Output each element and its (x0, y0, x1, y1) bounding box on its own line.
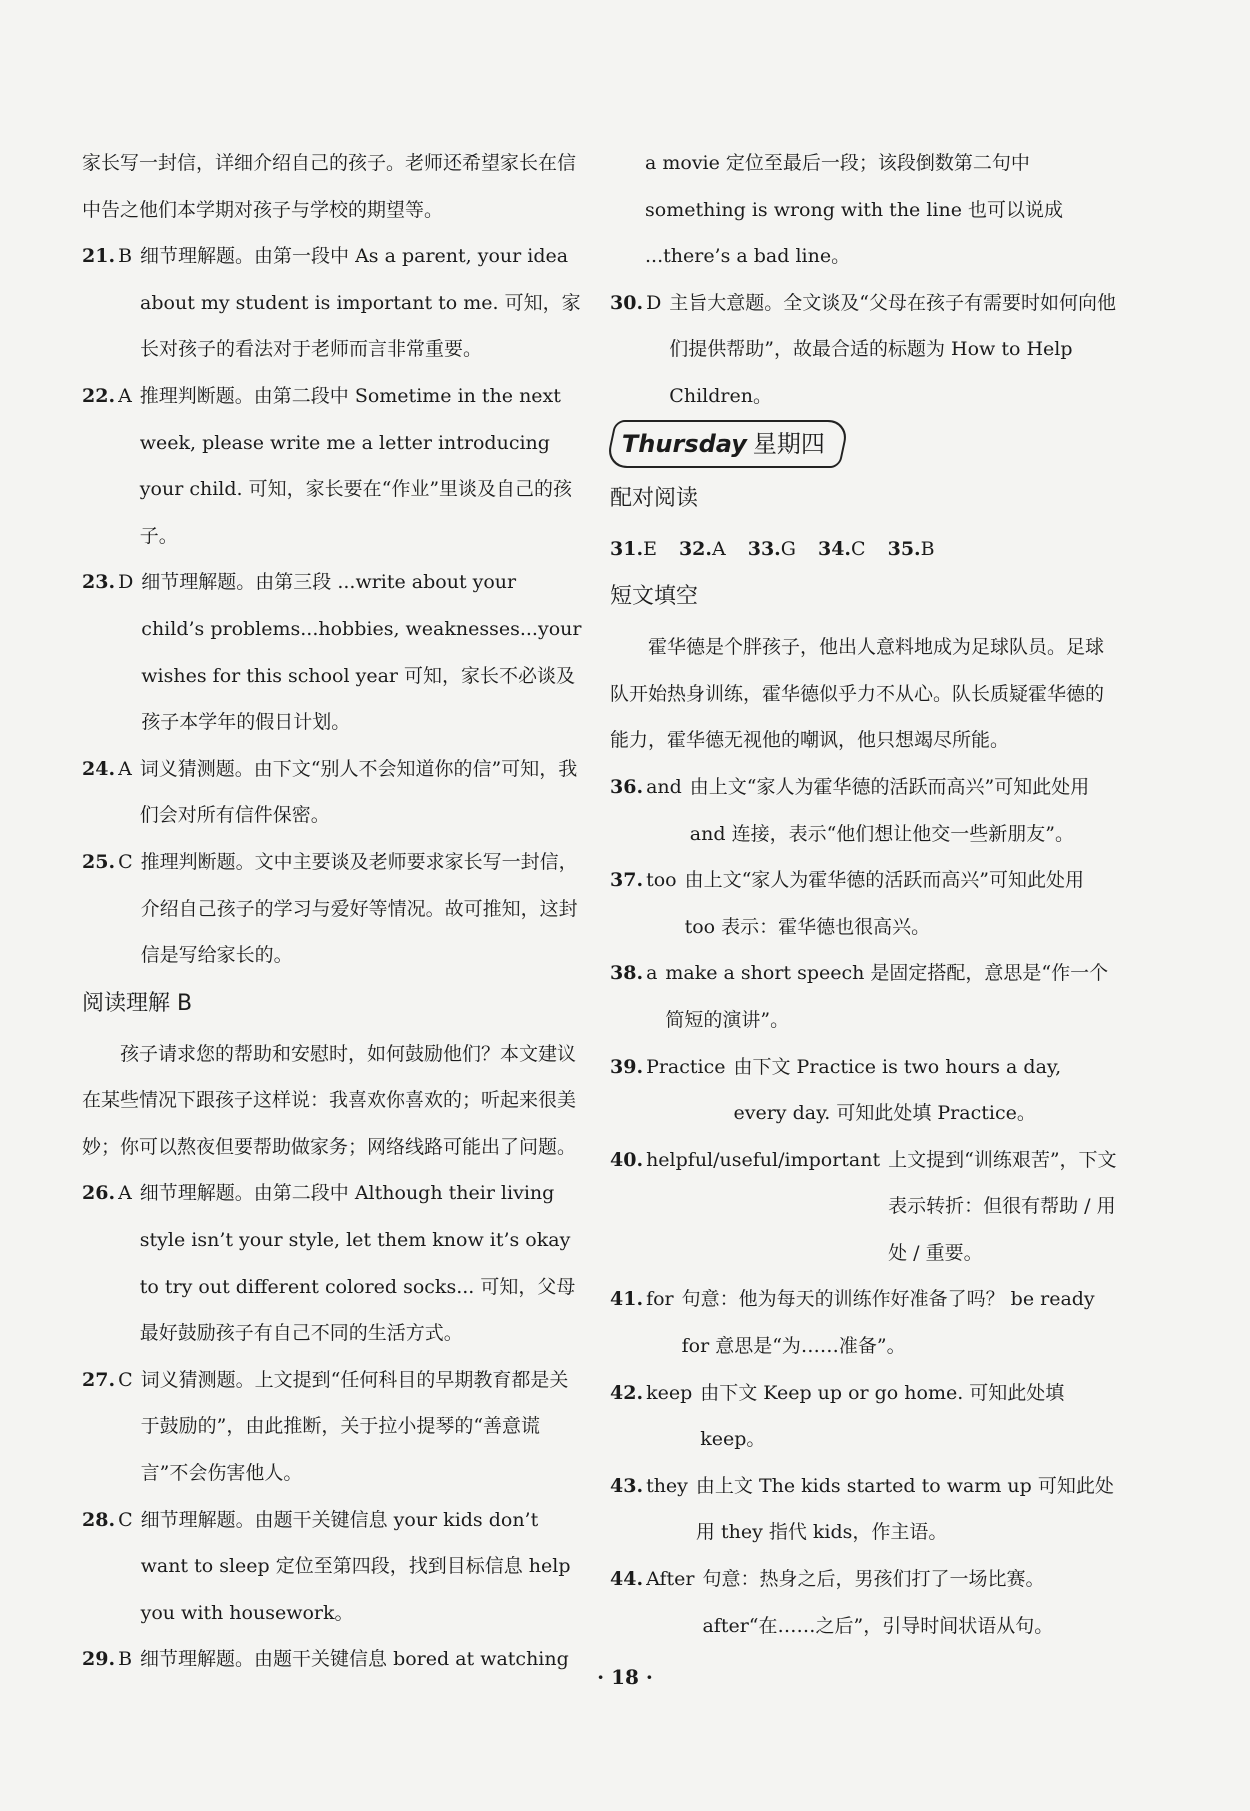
matching-answer-33 (748, 526, 796, 573)
item-number: 41. (610, 1288, 644, 1311)
answer-item-28 (82, 1497, 582, 1637)
item-explanation: 由上文“家人为霍华德的活跃而高兴”可知此处用 and 连接，表示“他们想让他交一些新朋友”。 (689, 775, 1090, 845)
item-29-continuation: a movie 定位至最后一段；该段倒数第二句中 something is wrong with the line 也可以说成 ...there’s a bad line。 (645, 152, 1064, 268)
answer-item-37 (610, 857, 1120, 950)
item-explanation: 推理判断题。文中主要谈及老师要求家长写一封信，介绍自己孩子的学习与爱好等情况。故可推知，这封信是写给家长的。 (140, 850, 578, 967)
item-explanation: 词义猜测题。由下文“别人不会知道你的信”可知，我们会对所有信件保密。 (139, 757, 578, 827)
matching-answer-34 (818, 526, 866, 573)
matching-answer-35 (888, 526, 935, 573)
answer-item-24 (82, 746, 582, 839)
item-number: 32. (678, 537, 712, 560)
item-number: 23. (82, 571, 116, 594)
item-explanation: 句意：他为每天的训练作好准备了吗？ be ready for 意思是“为……准备”。 (681, 1288, 1095, 1358)
item-number: 31. (610, 537, 644, 560)
item-number: 42. (610, 1381, 644, 1404)
item-explanation: 细节理解题。由第三段 ...write about your child’s problems...hobbies, weaknesses...your wishes for this school year 可知，家长不必谈及孩子本学年的假日计划。 (141, 571, 582, 734)
item-explanation: 推理判断题。由第二段中 Sometime in the next week, please write me a letter introducing your child. 可知，家长要在“作业”里谈及自己的孩子。 (139, 384, 573, 547)
item-answer: Practice (646, 1055, 726, 1078)
answer-item-21 (82, 233, 582, 373)
answer-item-30 (610, 280, 1120, 420)
item-explanation: 由上文“家人为霍华德的活跃而高兴”可知此处用 too 表示：霍华德也很高兴。 (684, 869, 1085, 938)
answer-item-38 (610, 950, 1120, 1043)
item-answer: A (712, 537, 726, 560)
answer-item-22 (82, 373, 582, 559)
item-explanation: 细节理解题。由第一段中 As a parent, your idea about my student is important to me. 可知，家长对孩子的看法对于老师而言非常重要。 (140, 245, 581, 361)
item-number: 34. (817, 537, 852, 560)
answer-item-26 (82, 1170, 582, 1356)
item-number: 28. (82, 1508, 116, 1531)
page-number: · 18 · (597, 1665, 653, 1689)
answer-item-41 (610, 1276, 1120, 1369)
item-explanation: 细节理解题。由第二段中 Although their living style isn’t your style, let them know it’s okay to try out different colored socks... 可知，父母最好鼓励孩子有自己不同的生活方式。 (139, 1182, 576, 1345)
cloze-summary: 霍华德是个胖孩子，他出人意料地成为足球队员。足球队开始热身训练，霍华德似乎力不从心。队长质疑霍华德的能力，霍华德无视他的嘲讽，他只想竭尽所能。 (610, 636, 1105, 752)
answer-item-42 (610, 1370, 1120, 1463)
item-answer: D (118, 571, 134, 594)
item-explanation: 由下文 Practice is two hours a day, every day. 可知此处填 Practice。 (733, 1055, 1062, 1125)
item-answer: B (118, 245, 133, 268)
answer-item-25 (82, 839, 582, 979)
item-answer: C (118, 1508, 133, 1531)
item-number: 43. (610, 1474, 644, 1497)
item-answer: keep (646, 1381, 693, 1404)
item-explanation: 细节理解题。由题干关键信息 your kids don’t want to sleep 定位至第四段，找到目标信息 help you with housework。 (140, 1508, 571, 1624)
item-answer: A (118, 757, 132, 780)
item-answer: A (118, 384, 132, 407)
item-number: 37. (610, 869, 644, 892)
item-answer: After (646, 1568, 695, 1591)
item-answer: A (118, 1182, 132, 1205)
item-number: 30. (610, 291, 644, 314)
item-explanation: make a short speech 是固定搭配，意思是“作一个简短的演讲”。 (665, 962, 1109, 1031)
item-number: 24. (82, 757, 116, 780)
right-column (610, 140, 1120, 1649)
item-number: 36. (610, 775, 644, 798)
item-number: 25. (82, 850, 116, 873)
item-number: 21. (82, 245, 116, 268)
item-number: 29. (82, 1648, 116, 1671)
item-answer: they (646, 1474, 688, 1497)
section-b-summary: 孩子请求您的帮助和安慰时，如何鼓励他们？本文建议在某些情况下跟孩子这样说：我喜欢你喜欢的；听起来很美妙；你可以熬夜但要帮助做家务；网络线路可能出了问题。 (82, 1042, 577, 1158)
answer-item-23 (82, 559, 582, 745)
answer-item-39 (610, 1044, 1120, 1137)
section-title-matching: 配对阅读 (610, 485, 699, 511)
answer-item-27 (82, 1357, 582, 1497)
item-number: 22. (82, 384, 116, 407)
item-number: 39. (610, 1055, 644, 1078)
day-banner-chinese: 星期四 (752, 429, 825, 458)
item-answer: C (118, 1368, 133, 1391)
day-banner-english: Thursday (622, 429, 747, 458)
item-explanation: 主旨大意题。全文谈及“父母在孩子有需要时如何向他们提供帮助”，故最合适的标题为 How to Help Children。 (669, 291, 1117, 407)
item-number: 44. (610, 1568, 644, 1591)
answer-item-44 (610, 1556, 1120, 1649)
item-answer: for (646, 1288, 674, 1311)
item-answer: B (118, 1648, 133, 1671)
matching-answer-31 (610, 526, 657, 573)
item-answer: B (920, 537, 935, 560)
item-explanation: 词义猜测题。上文提到“任何科目的早期教育都是关于鼓励的”，由此推断，关于拉小提琴的“善意谎言”不会伤害他人。 (140, 1368, 569, 1485)
item-answer: helpful/useful/important (646, 1148, 881, 1171)
item-answer: C (851, 537, 866, 560)
matching-answer-32 (679, 526, 726, 573)
item-number: 40. (610, 1148, 644, 1171)
item-answer: E (643, 537, 657, 560)
item-answer: too (646, 869, 677, 892)
section-title-cloze: 短文填空 (610, 584, 699, 610)
item-number: 35. (887, 537, 921, 560)
item-answer: C (118, 850, 133, 873)
item-explanation: 细节理解题。由题干关键信息 bored at watching (140, 1648, 569, 1671)
item-number: 33. (747, 537, 781, 560)
item-answer: and (646, 775, 682, 798)
item-answer: D (646, 291, 662, 314)
item-explanation: 句意：热身之后，男孩们打了一场比赛。after“在……之后”，引导时间状语从句。 (702, 1568, 1054, 1637)
day-banner (605, 420, 850, 468)
item-explanation: 上文提到“训练艰苦”，下文表示转折：但很有帮助 / 用处 / 重要。 (888, 1148, 1117, 1264)
matching-answers (610, 526, 1120, 573)
item-number: 38. (610, 962, 644, 985)
answer-item-36 (610, 764, 1120, 857)
item-number: 26. (82, 1182, 116, 1205)
item-answer: a (646, 962, 658, 985)
answer-item-43 (610, 1463, 1120, 1556)
item-number: 27. (82, 1368, 116, 1391)
intro-paragraph: 家长写一封信，详细介绍自己的孩子。老师还希望家长在信中告之他们本学期对孩子与学校的期望等。 (82, 152, 577, 221)
left-column (82, 140, 582, 1683)
item-answer: G (780, 537, 796, 560)
item-explanation: 由上文 The kids started to warm up 可知此处用 they 指代 kids，作主语。 (695, 1474, 1114, 1544)
item-explanation: 由下文 Keep up or go home. 可知此处填 keep。 (700, 1381, 1065, 1451)
answer-item-40 (610, 1137, 1120, 1277)
section-title-reading-b: 阅读理解 B (82, 990, 193, 1016)
